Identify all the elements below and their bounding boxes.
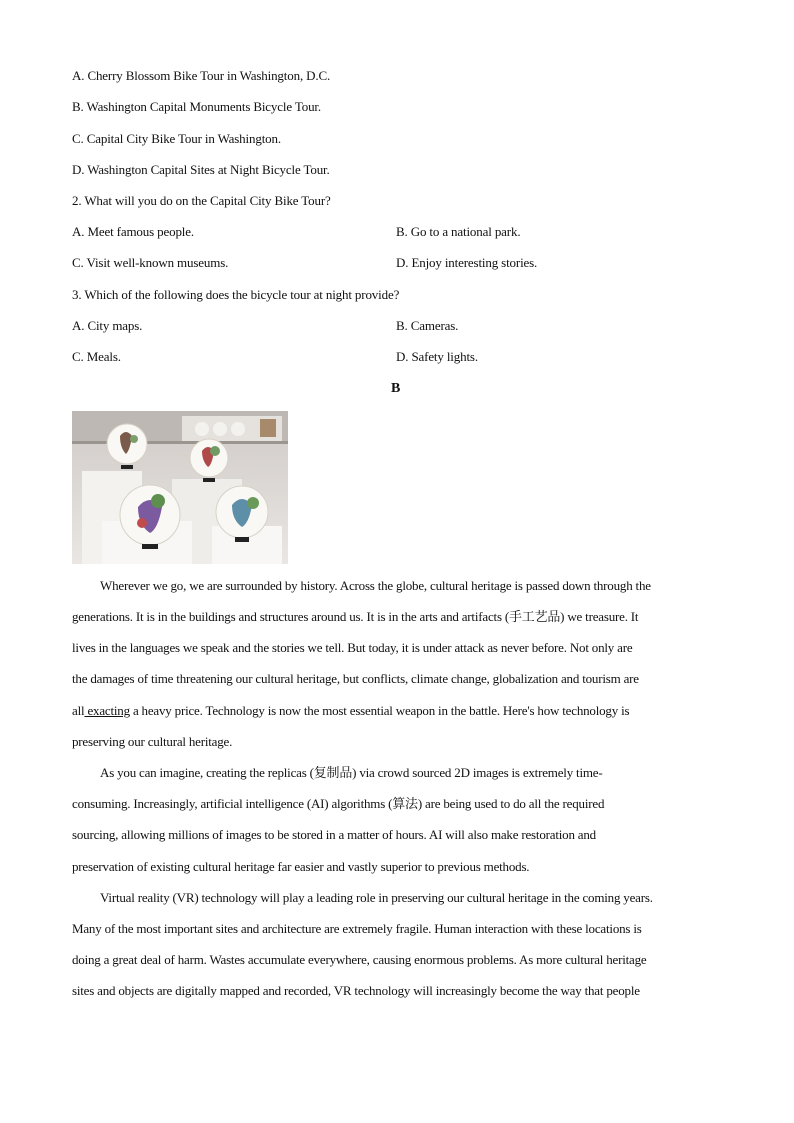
- q1-option-c: C. Capital City Bike Tour in Washington.: [72, 131, 281, 146]
- passage-line: As you can imagine, creating the replicas (复制品) via crowd sourced 2D images is extremely time-: [100, 765, 603, 780]
- q3-option-a: A. City maps.: [72, 318, 143, 333]
- underlined-word-exacting: exacting: [84, 703, 130, 718]
- q3-option-d: D. Safety lights.: [396, 349, 478, 364]
- passage-line: preservation of existing cultural heritage far easier and vastly superior to previous methods.: [72, 859, 530, 874]
- passage-line: lives in the languages we speak and the stories we tell. But today, it is under attack as never before. Not only are: [72, 640, 633, 655]
- passage-line: generations. It is in the buildings and structures around us. It is in the arts and artifacts (手工艺品) we treasure. It: [72, 609, 639, 624]
- q2-question: 2. What will you do on the Capital City Bike Tour?: [72, 193, 331, 208]
- q3-question: 3. Which of the following does the bicycle tour at night provide?: [72, 287, 400, 302]
- q2-option-b: B. Go to a national park.: [396, 224, 521, 239]
- q3-option-b: B. Cameras.: [396, 318, 459, 333]
- porcelain-plates-photo: [72, 411, 288, 564]
- q3-option-c: C. Meals.: [72, 349, 121, 364]
- passage-line: the damages of time threatening our cultural heritage, but conflicts, climate change, globalization and tourism are: [72, 671, 639, 686]
- q1-option-a: A. Cherry Blossom Bike Tour in Washington, D.C.: [72, 68, 331, 83]
- passage-line: Virtual reality (VR) technology will play a leading role in preserving our cultural heritage in the coming years.: [100, 890, 653, 905]
- q2-option-d: D. Enjoy interesting stories.: [396, 255, 538, 270]
- passage-line: consuming. Increasingly, artificial intelligence (AI) algorithms (算法) are being used to do all the required: [72, 796, 605, 811]
- passage-line: doing a great deal of harm. Wastes accumulate everywhere, causing enormous problems. As more cultural heritage: [72, 952, 647, 967]
- passage-line: sourcing, allowing millions of images to be stored in a matter of hours. AI will also make restoration and: [72, 827, 596, 842]
- section-heading: B: [391, 381, 401, 396]
- passage-line: Many of the most important sites and architecture are extremely fragile. Human interaction with these locations is: [72, 921, 642, 936]
- passage-line: Wherever we go, we are surrounded by history. Across the globe, cultural heritage is passed down through the: [100, 578, 651, 593]
- q1-option-d: D. Washington Capital Sites at Night Bicycle Tour.: [72, 162, 330, 177]
- q2-option-c: C. Visit well-known museums.: [72, 255, 229, 270]
- passage-text: all: [72, 703, 85, 718]
- passage-line: [72, 703, 720, 719]
- passage-line: preserving our cultural heritage.: [72, 734, 233, 749]
- q1-option-b: B. Washington Capital Monuments Bicycle Tour.: [72, 99, 321, 114]
- q2-option-a: A. Meet famous people.: [72, 224, 194, 239]
- passage-line: sites and objects are digitally mapped and recorded, VR technology will increasingly become the way that people: [72, 983, 640, 998]
- passage-text: a heavy price. Technology is now the most essential weapon in the battle. Here's how technology is: [129, 703, 630, 718]
